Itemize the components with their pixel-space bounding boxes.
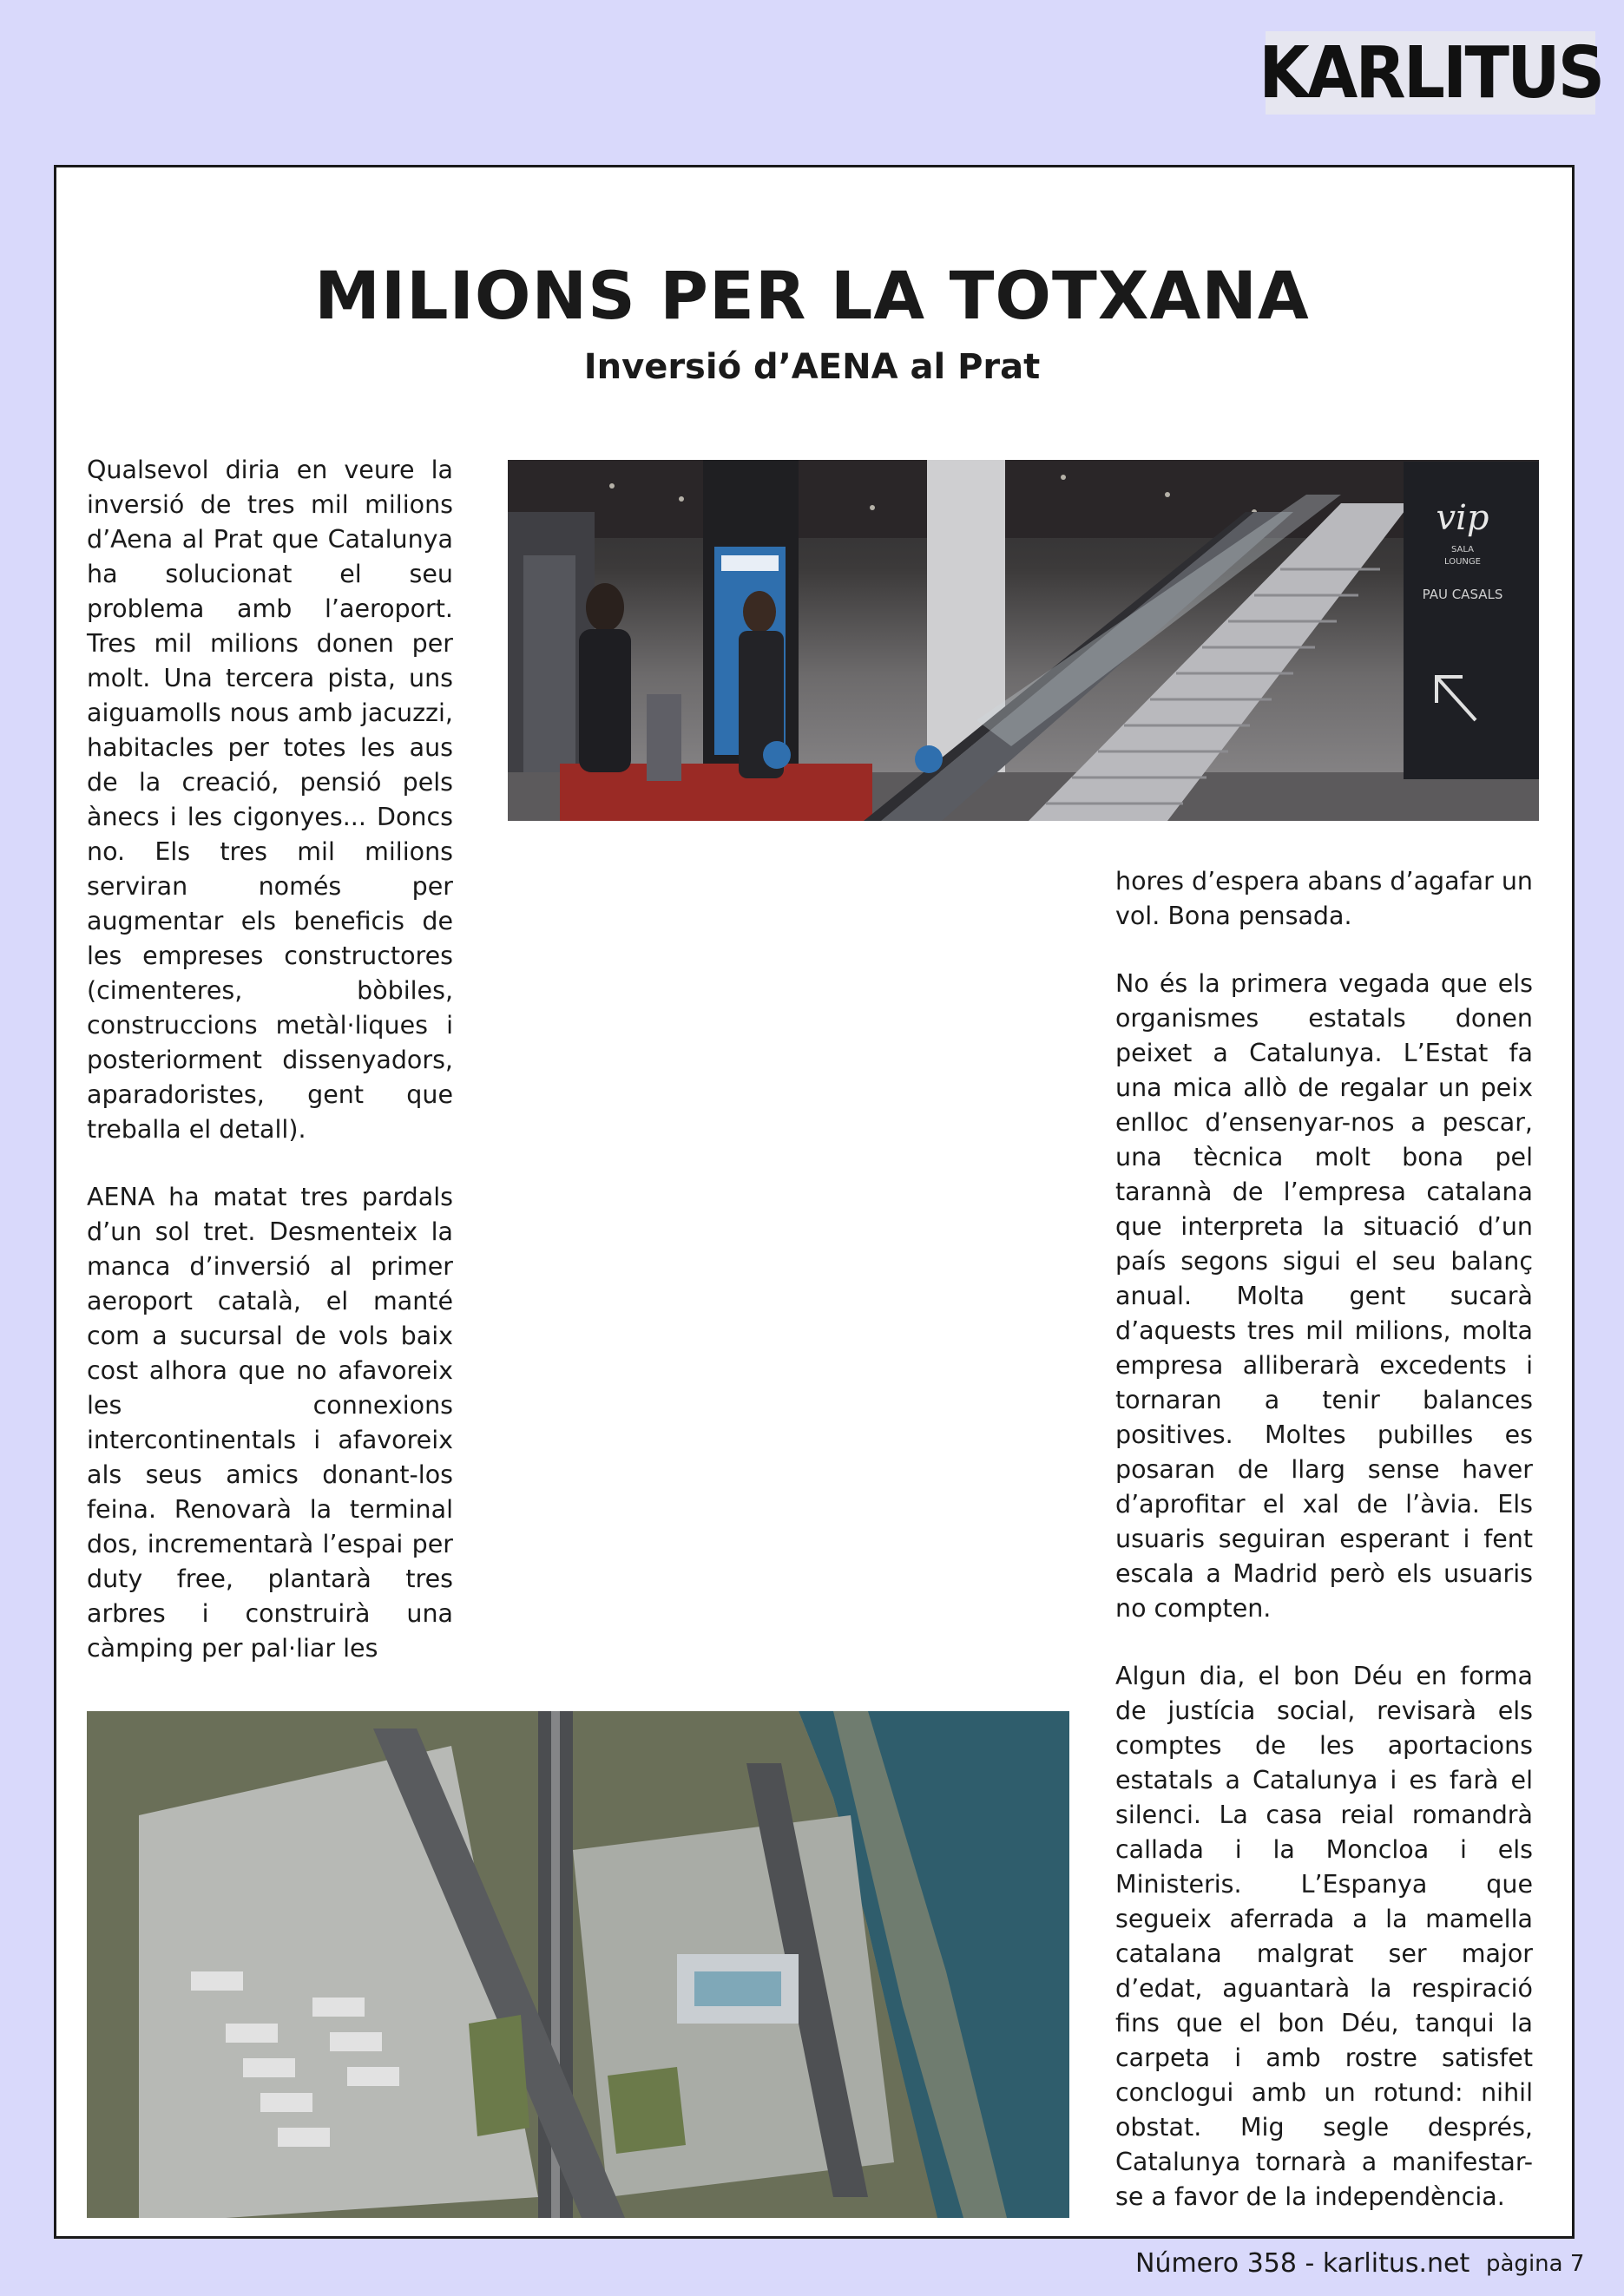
- logo-text: KARLITUS: [1258, 31, 1603, 115]
- airport-aerial-drawing: [87, 1711, 1069, 2218]
- vip-sign-lounge: LOUNGE: [1444, 557, 1481, 567]
- paragraph: AENA ha matat tres pardals d’un sol tret. Desmenteix la manca d’inversió al primer aeroport català, el manté com a sucursal de vols baix cost alhora que no afavoreix les connexions intercontinentals i afavoreix als seus amics donant-los feina. Renovarà la terminal dos, incrementarà l’espai per duty free, plantarà tres arbres i construirà una càmping per pal·liar les: [87, 1183, 453, 1663]
- vip-sign-text: vip: [1436, 498, 1489, 538]
- terminal-photo-drawing: [508, 460, 1539, 821]
- airport-aerial-photo: [87, 1711, 1069, 2218]
- paragraph: No és la primera vegada que els organismes estatals donen peixet a Catalunya. L’Estat fa una mica allò de regalar un peix enlloc d’ensenyar-nos a pescar, una tècnica molt bona pel tarannà de l’empresa catalana que interpreta la situació d’un país segons sigui el seu balanç anual. Molta gent sucarà d’aquests tres mil milions, molta empresa alliberarà excedents i tornaran a tenir balances positives. Moltes pubilles es posaran de llarg sense haver d’aprofitar el xal de l’àvia. Els usuaris seguiran esperant i fent escala a Madrid però els usuaris no compten.: [1115, 969, 1533, 1623]
- article-column-right: [1115, 864, 1533, 2214]
- magazine-logo: [1258, 31, 1603, 115]
- article-title: MILIONS PER LA TOTXANA: [314, 257, 1310, 334]
- article-column-left: [87, 453, 453, 1666]
- vip-sign-sala: SALA: [1450, 545, 1475, 554]
- paragraph: hores d’espera abans d’agafar un vol. Bona pensada.: [1115, 867, 1533, 930]
- paragraph: Qualsevol diria en veure la inversió de tres mil milions d’Aena al Prat que Catalunya ha solucionat el seu problema amb l’aeroport. Tres mil milions donen per molt. Una tercera pista, uns aiguamolls nous amb jacuzzi, habitacles per totes les aus de la creació, pensió pels ànecs i les cigonyes... Doncs no. Els tres mil milions serviran només per augmentar els beneficis de les empreses constructores (cimenteres, bòbiles, construccions metàl·liques i posteriorment dissenyadors, aparadoristes, gent que treballa el detall).: [87, 456, 453, 1144]
- vip-sign-name: PAU CASALS: [1422, 587, 1503, 602]
- footer-page-number: pàgina 7: [1486, 2251, 1585, 2277]
- footer-issue: Número 358 - karlitus.net: [1135, 2248, 1470, 2279]
- terminal-photo: [508, 460, 1539, 821]
- article-subtitle: Inversió d’AENA al Prat: [583, 347, 1041, 387]
- paragraph: Algun dia, el bon Déu en forma de justícia social, revisarà els comptes de les aportacions estatals a Catalunya i es farà el silenci. La casa reial romandrà callada i la Moncloa i els Ministeris. L’Espanya que segueix aferrada a la mamella catalana malgrat ser major d’edat, aguantarà la respiració fins que el bon Déu, tanqui la carpeta i amb rostre satisfet conclogui amb un rotund: nihil obstat. Mig segle després, Catalunya tornarà a manifestar-se a favor de la independència.: [1115, 1662, 1533, 2211]
